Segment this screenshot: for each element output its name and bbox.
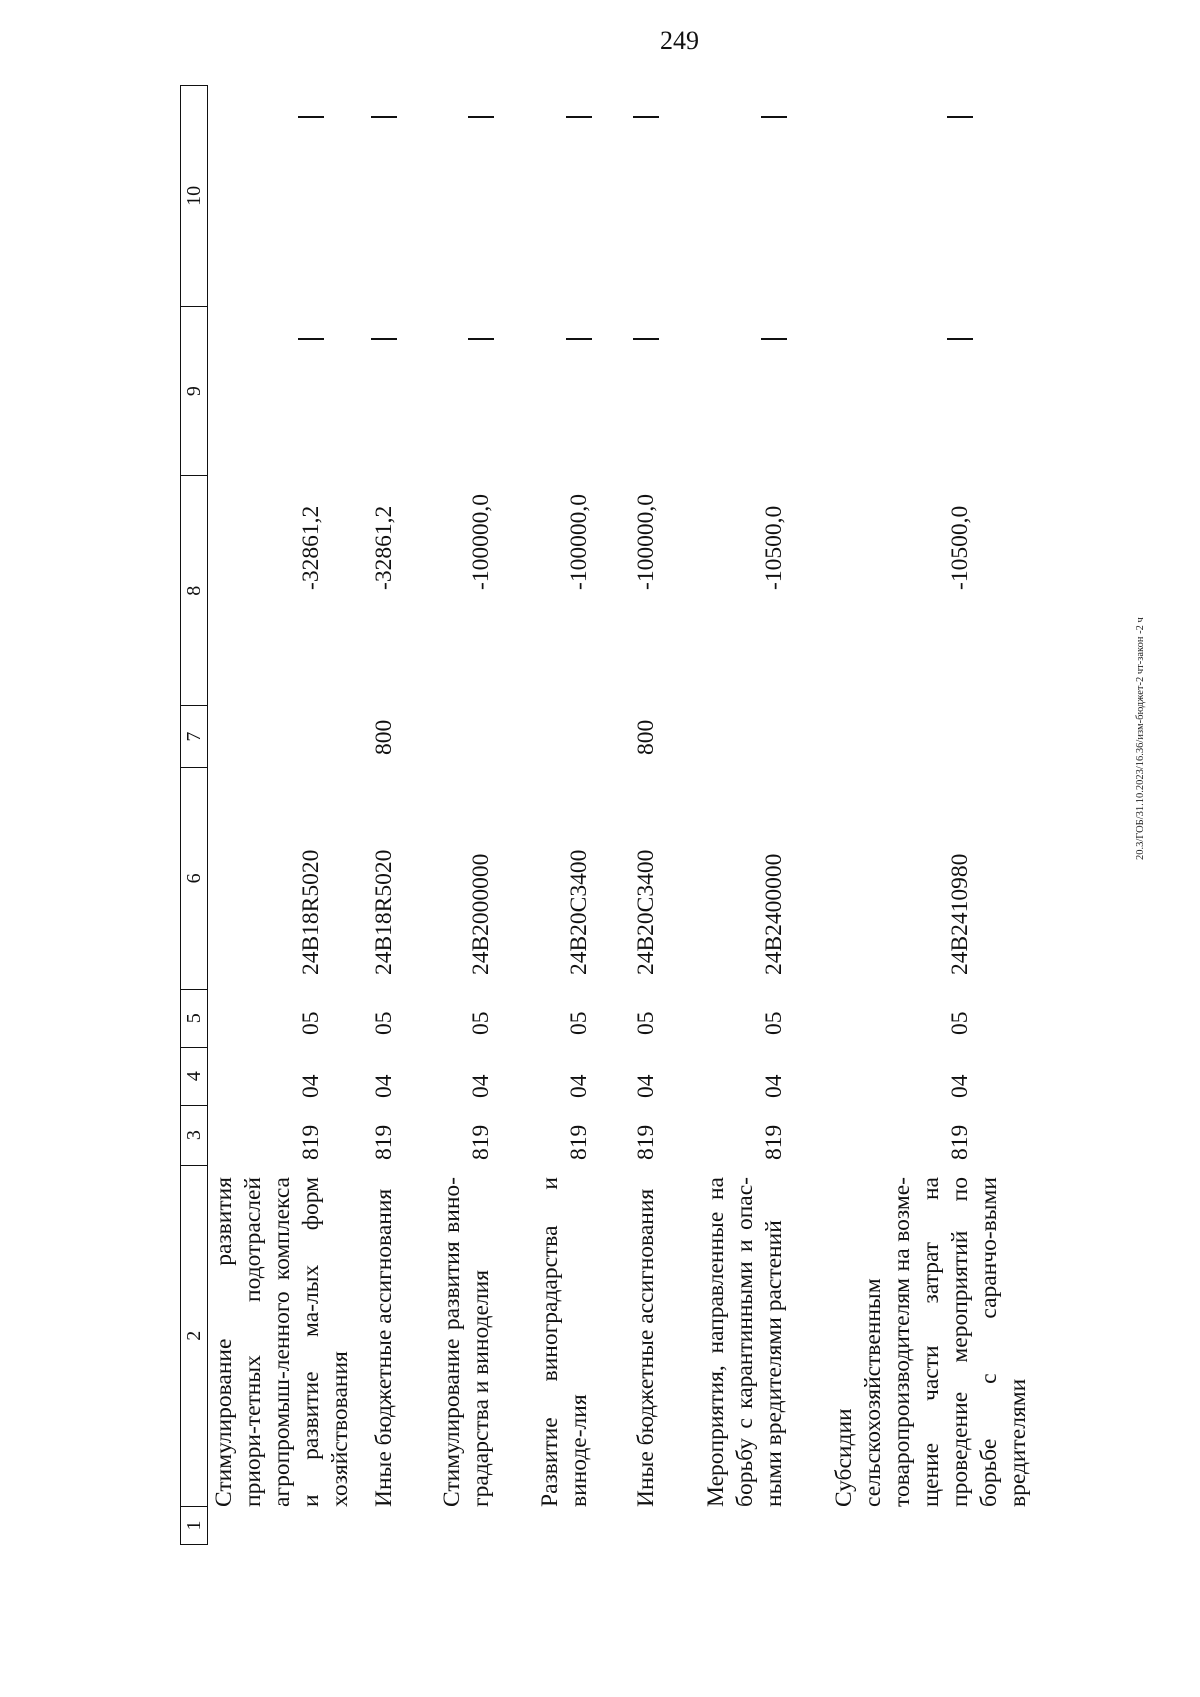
cell-col-4: 04 [468, 1074, 494, 1098]
dash-col-9 [566, 339, 592, 341]
cell-col-5: 05 [761, 1011, 787, 1035]
dash-col-9 [947, 339, 973, 341]
header-col-4: 4 [181, 1047, 207, 1105]
cell-col-8: -10500,0 [947, 505, 973, 590]
page-number: 249 [660, 26, 699, 55]
cell-col-8: -100000,0 [468, 494, 494, 590]
cell-col-6: 24В2410980 [947, 853, 973, 975]
cell-col-4: 04 [566, 1074, 592, 1098]
cell-col-6: 24В2000000 [468, 853, 494, 975]
cell-col-8: -32861,2 [371, 505, 397, 590]
cell-col-4: 04 [947, 1074, 973, 1098]
cell-col-3: 819 [761, 1124, 787, 1160]
cell-col-6: 24В18R5020 [298, 849, 324, 975]
dash-col-10 [298, 117, 324, 119]
row-description: Развитие виноградарства и виноде-лия [537, 1177, 592, 1507]
cell-col-5: 05 [947, 1011, 973, 1035]
dash-col-10 [761, 117, 787, 119]
cell-col-5: 05 [468, 1011, 494, 1035]
row-description: Мероприятия, направленные на борьбу с карантинными и опас-ными вредителями растений [703, 1177, 787, 1507]
cell-col-5: 05 [298, 1011, 324, 1035]
cell-col-4: 04 [633, 1074, 659, 1098]
row-description: Стимулирование развития вино-градарства и виноделия [439, 1177, 494, 1507]
cell-col-3: 819 [298, 1124, 324, 1160]
header-col-9: 9 [181, 306, 207, 476]
cell-col-4: 04 [371, 1074, 397, 1098]
dash-col-9 [468, 339, 494, 341]
dash-col-9 [298, 339, 324, 341]
table-header [180, 85, 208, 1545]
cell-col-8: -100000,0 [566, 494, 592, 590]
header-col-3: 3 [181, 1105, 207, 1165]
dash-col-10 [566, 117, 592, 119]
dash-col-10 [947, 117, 973, 119]
cell-col-3: 819 [566, 1124, 592, 1160]
dash-col-9 [633, 339, 659, 341]
cell-col-3: 819 [633, 1124, 659, 1160]
row-description: Иные бюджетные ассигнования [371, 1188, 397, 1507]
cell-col-8: -32861,2 [298, 505, 324, 590]
header-col-1: 1 [181, 1506, 207, 1544]
cell-col-5: 05 [633, 1011, 659, 1035]
cell-col-6: 24В20С3400 [566, 849, 592, 975]
header-col-10: 10 [183, 185, 205, 206]
budget-table [180, 5, 1180, 1545]
dash-col-10 [371, 117, 397, 119]
cell-col-6: 24В18R5020 [371, 849, 397, 975]
header-col-7: 7 [181, 705, 207, 767]
cell-col-5: 05 [566, 1011, 592, 1035]
row-description: Субсидии сельскохозяйственным товаропроизводителям на возме-щение части затрат на проведение мероприятий по борьбе с саранчо-выми вредителями [831, 1177, 1031, 1507]
cell-col-6: 24В2400000 [761, 853, 787, 975]
header-col-6: 6 [181, 767, 207, 989]
cell-col-7: 800 [633, 719, 659, 755]
cell-col-4: 04 [761, 1074, 787, 1098]
cell-col-4: 04 [298, 1074, 324, 1098]
cell-col-3: 819 [468, 1124, 494, 1160]
header-col-8: 8 [181, 475, 207, 705]
dash-col-9 [761, 339, 787, 341]
dash-col-10 [468, 117, 494, 119]
row-description: Стимулирование развития приори-тетных подотраслей агропромыш-ленного комплекса и развитие ма-лых форм хозяйствования [211, 1177, 353, 1507]
dash-col-10 [633, 117, 659, 119]
row-description: Иные бюджетные ассигнования [633, 1188, 659, 1507]
header-col-5: 5 [181, 989, 207, 1047]
cell-col-5: 05 [371, 1011, 397, 1035]
cell-col-8: -10500,0 [761, 505, 787, 590]
cell-col-6: 24В20С3400 [633, 849, 659, 975]
cell-col-3: 819 [947, 1124, 973, 1160]
cell-col-8: -100000,0 [633, 494, 659, 590]
header-col-2: 2 [181, 1165, 207, 1507]
footer-code: 20.3/ГОБ/31.10.2023/16.36/изм-бюджет-2 чт-закон -2 ч [1135, 617, 1146, 860]
cell-col-3: 819 [371, 1124, 397, 1160]
dash-col-9 [371, 339, 397, 341]
cell-col-7: 800 [371, 719, 397, 755]
